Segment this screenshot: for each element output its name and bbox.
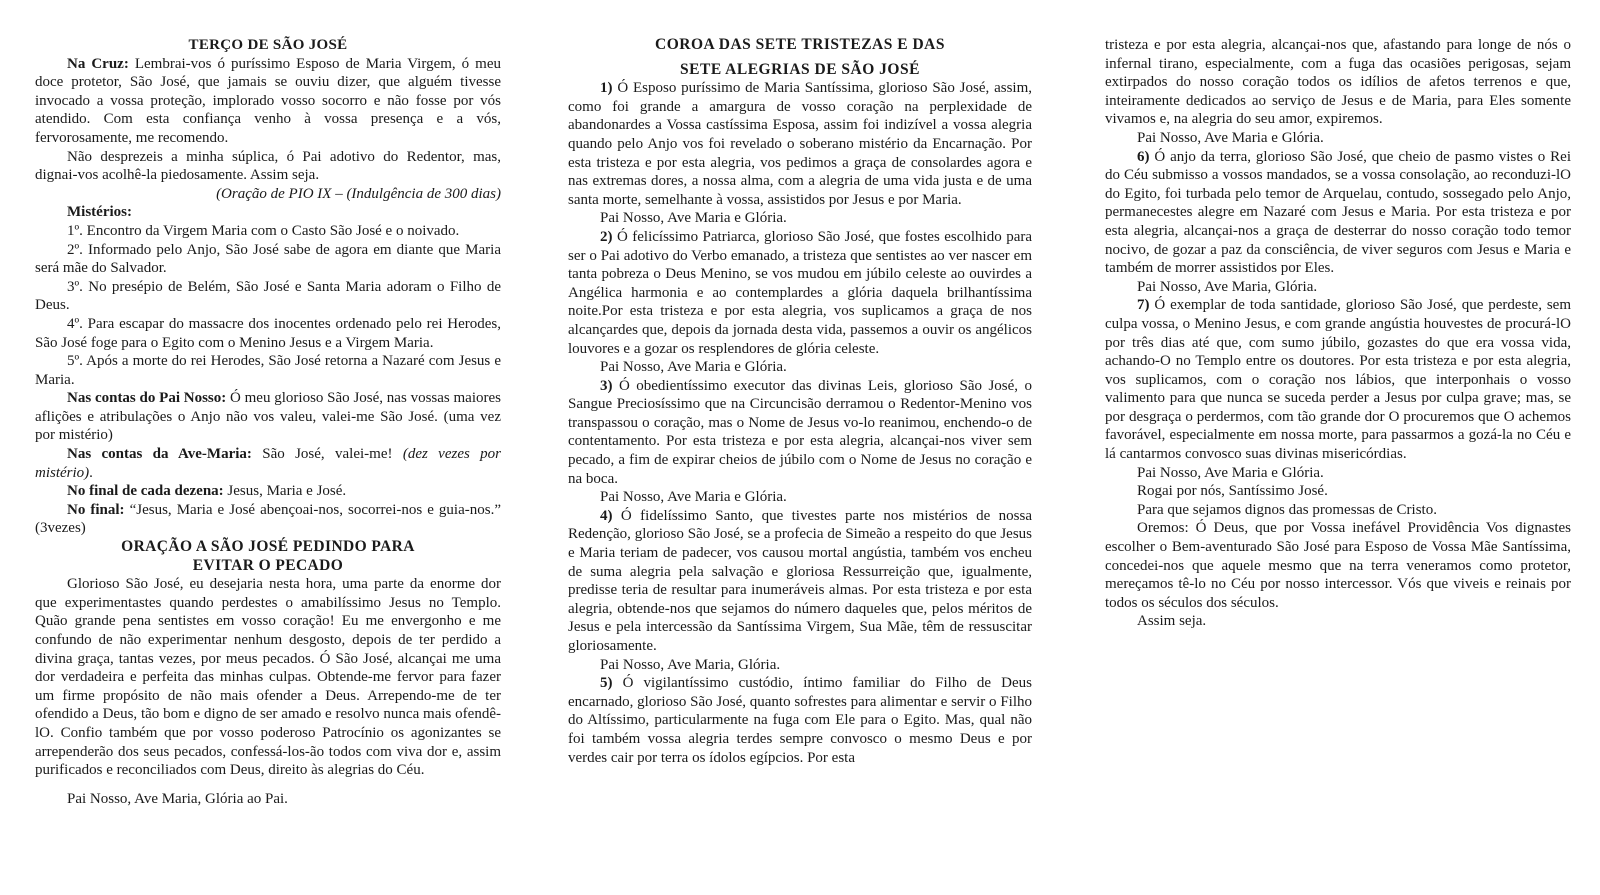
final-text: “Jesus, Maria e José abençoai-nos, socorrei-nos e guia-nos.” (3vezes)	[35, 501, 501, 537]
final-label: No final:	[67, 501, 125, 518]
column-continuation	[1105, 36, 1571, 631]
dezena-text: Jesus, Maria e José.	[223, 483, 347, 500]
item-number: 7)	[1137, 297, 1150, 314]
oracao-note: (Oração de PIO IX – (Indulgência de 300 dias)	[216, 185, 501, 202]
assim-seja-line: Assim seja.	[1137, 613, 1207, 630]
item-text: Ó felicíssimo Patriarca, glorioso São José, que fostes escolhido para ser o Pai adotivo do Verbo emanado, a tristeza que sentistes ao ver nascer em tanta pobreza o Deus Menino, se vos mudou em júbilo celeste ao ouvirdes a Angélica harmonia e ao contemplardes a glória daquela brilhantíssima noite.Por esta tristeza e por esta alegria, vos suplicamos a graça de nos alcançardes que, depois da jornada desta vida, passemos a ouvir os angélicos louvores e a gozar os resplendores de glória celeste.	[568, 228, 1032, 357]
item-prayer: Pai Nosso, Ave Maria e Glória.	[600, 359, 787, 376]
dezena-paragraph	[35, 482, 501, 501]
misterio-item: 2º. Informado pelo Anjo, São José sabe de agora em diante que Maria será mãe do Salvador.	[35, 241, 501, 277]
oracao-title-line-2: EVITAR O PECADO	[192, 556, 344, 574]
item-number: 5)	[600, 675, 613, 692]
item-text: Ó exemplar de toda santidade, glorioso São José, que perdeste, sem culpa vossa, o Menino Jesus, e com grande angústia houvestes de procurá-lO por três dias até que, com sumo júbilo, gozastes do que era vossa vida, achando-O no Templo entre os doutores. Por esta tristeza e por esta alegria, vos suplicamos, com o coração nos lábios, que interponhais o vosso valimento para que nunca se suceda perder a Jesus por culpa grave; mas, se por desgraça o perdermos, com tão grande dor O procuremos que O achemos favorável, especialmente em nossa morte, para passarmos a gozá-la no Céu e lá cantarmos convosco suas divinas misericórdias.	[1105, 297, 1571, 463]
misterios-heading	[35, 203, 501, 222]
item-text: Ó anjo da terra, glorioso São José, que cheio de pasmo vistes o Rei do Céu submisso a vossos mandados, se a vossa consolação, ao reconduzi-lO do Egito, foi turbada pelo temor de Arquelau, contudo, sossegado pelo Anjo, permanecestes alegre em Nazaré com Jesus e Maria. Por esta tristeza e por esta alegria, alcançai-nos a graça de desterrar do nosso coração todo temor nocivo, de gozar a paz da consciência, de viver seguros com Jesus e Maria e também de morrer assistidos por Eles.	[1105, 148, 1571, 277]
item-prayer: Pai Nosso, Ave Maria e Glória.	[600, 489, 787, 506]
item-prayer: Pai Nosso, Ave Maria e Glória.	[600, 210, 787, 227]
item-number: 2)	[600, 228, 613, 245]
item-prayer: Pai Nosso, Ave Maria e Glória.	[1137, 129, 1324, 146]
pai-nosso-label: Nas contas do Pai Nosso:	[67, 390, 227, 407]
misterio-item: 4º. Para escapar do massacre dos inocentes ordenado pelo rei Herodes, São José foge para o Egito com o Menino Jesus e a Virgem Maria.	[35, 315, 501, 351]
tristeza-item-5	[568, 674, 1032, 767]
supplica-paragraph: Não desprezeis a minha súplica, ó Pai adotivo do Redentor, mas, dignai-vos acolhê-la piedosamente. Assim seja.	[35, 148, 501, 184]
column-terco	[35, 36, 501, 808]
tristeza-item-3	[568, 377, 1032, 489]
tristeza-item-6	[1105, 148, 1571, 278]
oremos-paragraph: Oremos: Ó Deus, que por Vossa inefável Providência Vos dignastes escolher o Bem-aventurado São José para Esposo de Vossa Mãe Santíssima, concedei-nos que aquele mesmo que na terra veneramos como protetor, mereçamos tê-lo no Céu por nosso intercessor. Vós que viveis e reinais por todos os séculos dos séculos.	[1105, 520, 1571, 611]
item-number: 1)	[600, 80, 613, 97]
oracao-paragraph: Glorioso São José, eu desejaria nesta hora, uma parte da enorme dor que experimentastes quando perdestes o amabilíssimo Jesus no Templo. Quão grande pena sentistes em vosso coração! Eu me envergonho e me confundo de não experimentar nenhum desgosto, depois de ter perdido a divina graça, tantas vezes, por meus pecados. Ó São José, alcançai me uma dor verdadeira e perfeita das minhas culpas. Obtende-me fervor para fazer um firme propósito de não mais ofender a Deus. Arrependo-me de ter ofendido a Deus, tão bom e digno de ser amado e resolvo nunca mais ofendê-lO. Confio também que por vosso poderoso Patrocínio os agonizantes se arrependerão dos seus pecados, confessá-los-ão todos com viva dor e, assim purificados e reconciliados com Deus, direito às alegrias do Céu.	[35, 576, 501, 779]
coroa-title-line-2: SETE ALEGRIAS DE SÃO JOSÉ	[680, 60, 920, 78]
ave-maria-italic: (dez vezes por mistério)	[35, 446, 501, 481]
ave-maria-end: .	[89, 464, 93, 481]
misterio-item: 1º. Encontro da Virgem Maria com o Casto São José e o noivado.	[67, 222, 460, 239]
na-cruz-text: Lembrai-vos ó puríssimo Esposo de Maria Virgem, ó meu doce protetor, São José, que jamais se ouviu dizer, que alguém tivesse invocado a vossa proteção, implorado vosso socorro e não fosse por vós atendido. Com esta confiança venho à vossa presença e a vós, fervorosamente, me recomendo.	[35, 55, 501, 146]
item-prayer: Pai Nosso, Ave Maria, Glória.	[600, 656, 781, 673]
pai-nosso-paragraph	[35, 389, 501, 445]
item-text: Ó obedientíssimo executor das divinas Leis, glorioso São José, o Sangue Preciosíssimo que na Circuncisão derramou o Redentor-Menino vos transpassou o coração, mas o Nome de Jesus vo-lo reanimou, enchendo-o de contentamento. Por esta tristeza e por esta alegria, alcançai-nos viver sem pecado, a fim de expirar cheios de júbilo com o Nome de Jesus no coração e na boca.	[568, 377, 1032, 487]
item-text: Ó Esposo puríssimo de Maria Santíssima, glorioso São José, assim, como foi grande a amargura de vosso coração na perplexidade de abandonardes a Vossa castíssima Esposa, assim foi indizível a vossa alegria quando pelo Anjo vos foi revelado o soberano mistério da Encarnação. Por esta tristeza e por esta alegria, vos pedimos a graça de consolardes agora e nas extremas dores, a nossa alma, com a alegria de uma vida justa e de uma santa morte, semelhante à vossa, assistidos por Jesus e por Maria.	[568, 80, 1032, 208]
rogai-line: Rogai por nós, Santíssimo José.	[1137, 483, 1328, 500]
ave-maria-label: Nas contas da Ave-Maria:	[67, 446, 252, 463]
misterio-item: 5º. Após a morte do rei Herodes, São José retorna a Nazaré com Jesus e Maria.	[35, 353, 501, 388]
oracao-title-line-1: ORAÇÃO A SÃO JOSÉ PEDINDO PARA	[121, 538, 415, 556]
dezena-label: No final de cada dezena:	[67, 483, 224, 500]
misterio-item: 3º. No presépio de Belém, São José e Santa Maria adoram o Filho de Deus.	[35, 278, 501, 314]
para-que-line: Para que sejamos dignos das promessas de Cristo.	[1137, 501, 1437, 518]
item-text: Ó vigilantíssimo custódio, íntimo familiar do Filho de Deus encarnado, glorioso São José, quanto sofrestes para alimentar e servir o Filho do Altíssimo, particularmente na fuga com Ele para o Egito. Mas, qual não foi também vossa alegria terdes sempre convosco o mesmo Deus e por verdes cair por terra os ídolos egípcios. Por esta	[568, 675, 1032, 766]
ave-maria-text: São José, valei-me!	[251, 446, 403, 463]
terco-title: TERÇO DE SÃO JOSÉ	[188, 37, 348, 53]
coroa-title-line-1: COROA DAS SETE TRISTEZAS E DAS	[655, 36, 945, 53]
tristeza-item-2	[568, 228, 1032, 358]
final-paragraph	[35, 501, 501, 538]
tristeza-item-4	[568, 507, 1032, 656]
closing-prayer: Pai Nosso, Ave Maria, Glória ao Pai.	[67, 790, 288, 807]
na-cruz-paragraph	[35, 55, 501, 148]
column-coroa	[568, 36, 1032, 767]
item-number: 6)	[1137, 148, 1150, 165]
pai-nosso-text: Ó meu glorioso São José, nas vossas maiores aflições e atribulações o Anjo não vos valeu, valei-me São José. (uma vez por mistério)	[35, 390, 501, 444]
misterios-label: Mistérios:	[67, 204, 132, 221]
item-number: 3)	[600, 377, 613, 394]
na-cruz-label: Na Cruz:	[67, 55, 129, 72]
tristeza-item-1	[568, 79, 1032, 209]
tristeza-item-7	[1105, 296, 1571, 463]
item-prayer: Pai Nosso, Ave Maria e Glória.	[1137, 464, 1324, 481]
item-5-continuation: tristeza e por esta alegria, alcançai-nos que, afastando para longe de nós o infernal tirano, especialmente, com a fuga das ocasiões perigosas, sejam extirpados do nosso coração todos os idílios de afetos terrenos e que, inteiramente dedicados ao serviço de Jesus e de Maria, para Eles somente vivamos e, na alegria do seu amor, expiremos.	[1105, 37, 1571, 128]
ave-maria-paragraph	[35, 445, 501, 482]
item-prayer: Pai Nosso, Ave Maria, Glória.	[1137, 278, 1318, 295]
item-number: 4)	[600, 507, 613, 524]
item-text: Ó fidelíssimo Santo, que tivestes parte nos mistérios de nossa Redenção, glorioso São José, se a profecia de Simeão a respeito do que Jesus e Maria teriam de padecer, vos causou mortal angústia, também vos encheu de suma alegria pela salvação e gloriosa Ressurreição que, igualmente, predisse teria de resultar para inumeráveis almas. Por esta tristeza e por esta alegria, obtende-nos que sejamos do número daqueles que, pelos méritos de Jesus e pela intercessão da Santíssima Virgem, Sua Mãe, têm de ressuscitar gloriosamente.	[568, 507, 1032, 654]
